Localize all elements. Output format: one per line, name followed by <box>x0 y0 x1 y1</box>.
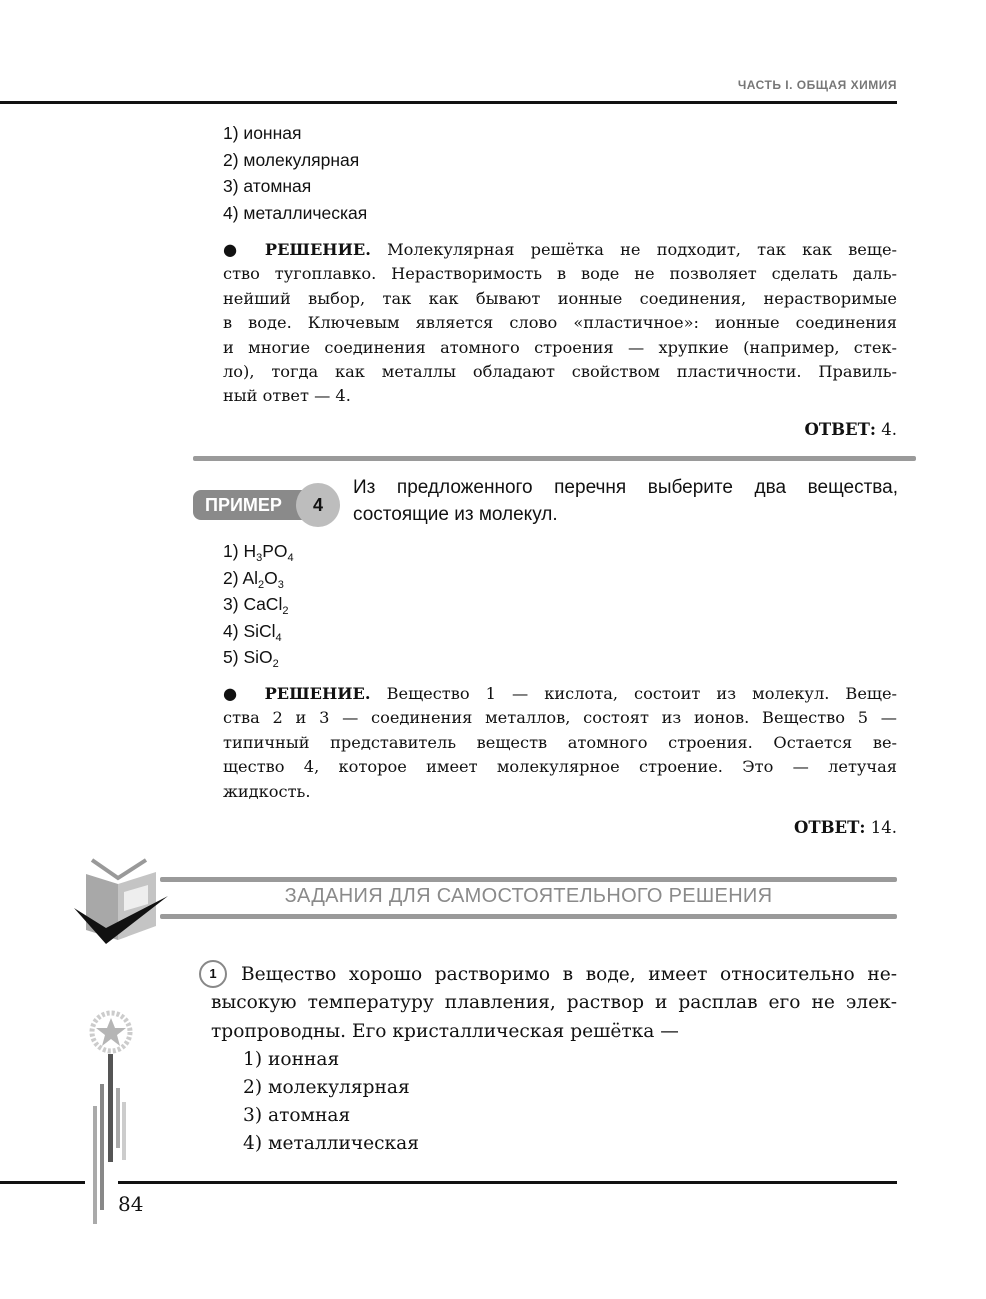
formula-part: H <box>243 541 257 561</box>
solution-label: РЕШЕНИЕ. <box>264 684 371 703</box>
section-title: ЗАДАНИЯ ДЛЯ САМОСТОЯТЕЛЬНОГО РЕШЕНИЯ <box>284 885 773 907</box>
solution-label: РЕШЕНИЕ. <box>264 240 371 259</box>
prev-solution: ● РЕШЕНИЕ. Молекулярная решётка не подходит, так как веще- ство тугоплавко. Нерастворимость в воде не позволяет сделать даль- нейший выбор, так как бывают ионные соединения, нерастворимые в воде. Ключевым является слово «пластичное»: ионные соединения и многие соединения атомного строения — хрупкие (например, стек- ло), тогда как металлы обладают свойством пластичности. Правиль- ный ответ — 4. <box>223 238 897 409</box>
answer-label: ОТВЕТ: <box>804 420 876 439</box>
option-number: 2) <box>223 567 239 588</box>
solution-line: ство тугоплавко. Нерастворимость в воде не позволяет сделать даль- <box>223 264 897 284</box>
question-line: Из предложенного перечня выберите два вещества, <box>353 477 898 498</box>
subscript: 4 <box>275 631 282 644</box>
option: 3) атомная <box>243 1105 351 1126</box>
formula-part: PO <box>262 541 288 561</box>
subscript: 2 <box>258 578 265 591</box>
subscript: 4 <box>287 552 294 564</box>
option: 2) молекулярная <box>243 1077 410 1098</box>
solution-line: типичный представитель веществ атомного строения. Остается ве- <box>223 732 897 752</box>
example-number: 4 <box>296 483 340 527</box>
solution-line: ло), тогда как металлы обладают свойством пластичности. Правиль- <box>223 362 897 382</box>
question-line: состоящие из молекул. <box>353 504 558 525</box>
task-options <box>243 1046 419 1158</box>
solution-line: ства 2 и 3 — соединения металлов, состоят из ионов. Вещество 5 — <box>223 708 897 728</box>
answer-value: 14. <box>870 818 897 837</box>
header-rule <box>0 101 897 104</box>
solution-line: нейший выбор, так как бывают ионные соединения, нерастворимые <box>223 288 897 308</box>
solution-line: жидкость. <box>223 781 311 801</box>
solution-line: и многие соединения атомного строения — хрупкие (например, стек- <box>223 337 897 357</box>
option-number: 5) <box>223 647 239 668</box>
task-line: Вещество хорошо растворимо в воде, имеет относительно не- <box>241 964 897 985</box>
option: 1) ионная <box>243 1049 340 1070</box>
task-line: тропроводны. Его кристаллическая решётка — <box>211 1020 679 1042</box>
footer-rule-right <box>118 1181 897 1184</box>
answer-value: 4. <box>881 420 897 439</box>
section-rule-top <box>160 877 897 882</box>
task-text <box>211 961 897 1046</box>
example-answer <box>794 818 897 837</box>
example-badge: ПРИМЕР <box>193 490 313 520</box>
formula-part: SiO <box>243 647 273 668</box>
running-title: ЧАСТЬ I. ОБЩАЯ ХИМИЯ <box>737 78 897 92</box>
formula-part: Al <box>242 567 259 588</box>
formula-option <box>223 644 294 671</box>
subscript: 3 <box>277 578 284 591</box>
prev-answer <box>804 420 897 439</box>
task-line: высокую температуру плавления, раствор и расплав его не элек- <box>211 992 897 1014</box>
option: 2) молекулярная <box>223 149 360 170</box>
option: 4) металлическая <box>223 202 368 223</box>
answer-label: ОТВЕТ: <box>793 818 866 837</box>
option: 1) ионная <box>223 123 302 143</box>
formula-option <box>223 618 294 645</box>
example-question <box>353 474 898 528</box>
task-number: 1 <box>199 960 227 988</box>
formula-option <box>223 591 294 618</box>
formula-option <box>223 538 294 565</box>
prev-options <box>223 120 367 226</box>
formula-option <box>223 565 294 592</box>
solution-line: Вещество 1 — кислота, состоит из молекул. Веще- <box>386 684 898 703</box>
subscript: 2 <box>272 658 279 671</box>
example-solution: ● РЕШЕНИЕ. Вещество 1 — кислота, состоит из молекул. Веще- ства 2 и 3 — соединения металлов, состоят из ионов. Вещество 5 — типичный представитель веществ атомного строения. Остается ве- щество 4, которое имеет молекулярное строение. Это — летучая жидкость. <box>223 682 897 804</box>
solution-line: ный ответ — 4. <box>223 386 351 406</box>
example-divider <box>193 456 916 461</box>
option-number: 4) <box>223 620 239 641</box>
formula-part: CaCl <box>243 594 283 615</box>
section-rule-bottom <box>160 914 897 919</box>
formula-part: SiCl <box>243 620 276 641</box>
option-number: 3) <box>223 594 239 615</box>
page-number: 84 <box>118 1192 144 1216</box>
footer-rule-left <box>0 1181 85 1184</box>
subscript: 2 <box>282 605 289 618</box>
subscript: 3 <box>256 552 263 564</box>
option: 4) металлическая <box>243 1133 419 1154</box>
example-options <box>223 538 294 671</box>
solution-line: щество 4, которое имеет молекулярное строение. Это — летучая <box>223 757 897 777</box>
formula-part: O <box>264 567 278 588</box>
book-check-icon <box>72 852 172 948</box>
option: 3) атомная <box>223 176 312 197</box>
solution-line: в воде. Ключевым является слово «пластичное»: ионные соединения <box>223 313 897 333</box>
option-number: 1) <box>223 541 239 561</box>
solution-line: Молекулярная решётка не подходит, так как веще- <box>387 240 897 259</box>
